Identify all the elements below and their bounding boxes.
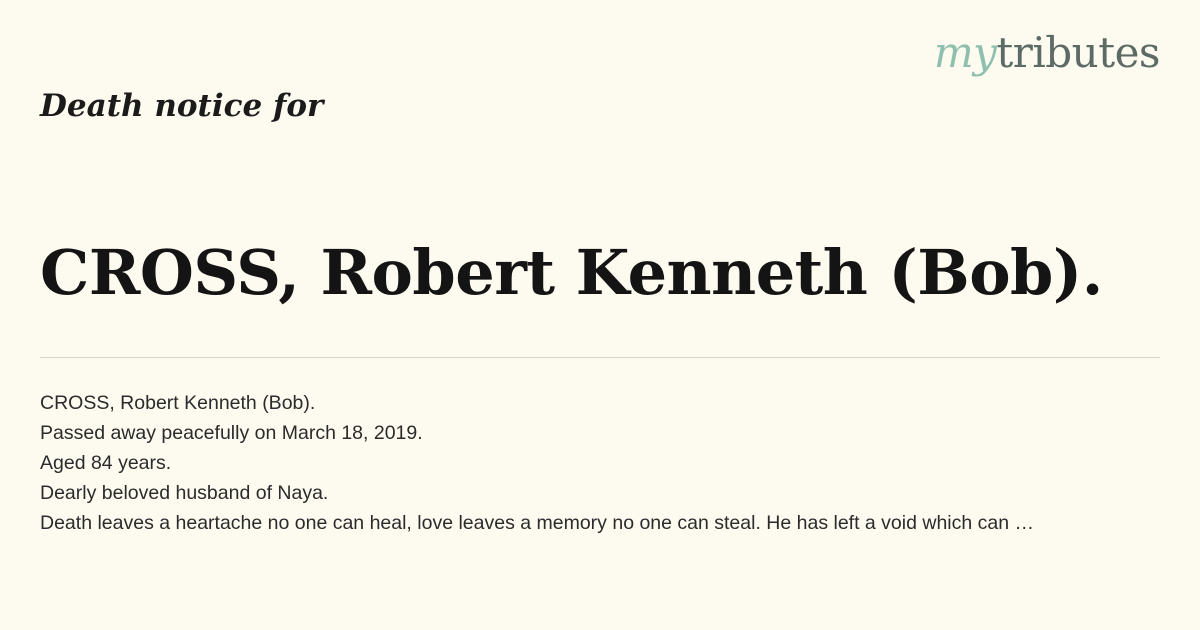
logo-text-tributes: tributes bbox=[996, 28, 1160, 77]
notice-line: Aged 84 years. bbox=[40, 452, 172, 474]
notice-line: CROSS, Robert Kenneth (Bob). bbox=[40, 392, 316, 414]
logo-text-my: my bbox=[933, 28, 997, 77]
page-kicker: Death notice for bbox=[40, 88, 324, 124]
notice-line: Dearly beloved husband of Naya. bbox=[40, 482, 329, 504]
mytributes-logo[interactable] bbox=[933, 28, 1160, 77]
notice-line: Passed away peacefully on March 18, 2019. bbox=[40, 422, 423, 444]
notice-line: Death leaves a heartache no one can heal, love leaves a memory no one can steal. He has left a void which can … bbox=[40, 512, 1035, 534]
page-title: CROSS, Robert Kenneth (Bob). bbox=[40, 235, 1103, 309]
notice-body bbox=[40, 388, 1162, 538]
divider bbox=[40, 357, 1160, 358]
